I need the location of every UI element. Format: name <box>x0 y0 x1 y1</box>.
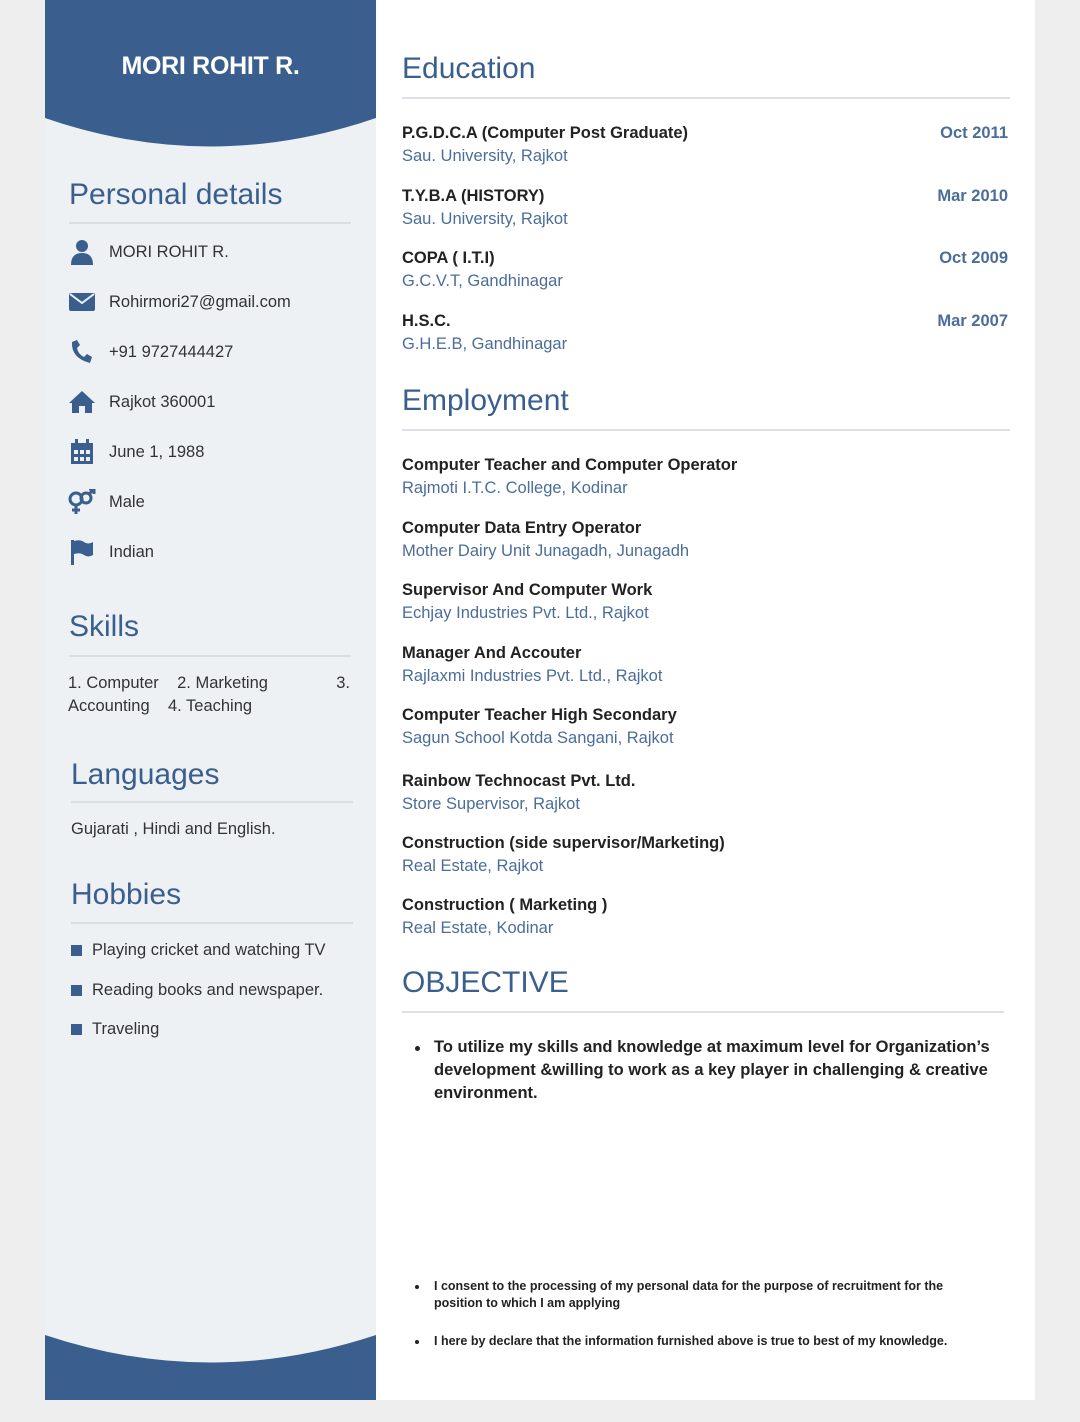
education-item-date: Oct 2009 <box>939 249 1008 267</box>
hobby-text: Reading books and newspaper. <box>92 981 324 999</box>
sidebar-footer <box>45 1330 376 1400</box>
education-item-date: Mar 2010 <box>937 187 1008 205</box>
header-name: MORI ROHIT R. <box>121 52 300 80</box>
person-icon <box>67 237 97 267</box>
employment-item-title: Computer Teacher and Computer Operator <box>402 456 738 474</box>
phone-icon <box>67 337 97 367</box>
hobby-item <box>71 941 326 960</box>
bullet-icon <box>415 1046 420 1051</box>
education-item-title: COPA ( I.T.I) <box>402 249 495 267</box>
education-item-institution: Sau. University, Rajkot <box>402 210 568 228</box>
divider <box>402 97 1010 99</box>
employment-item-company: Store Supervisor, Rajkot <box>402 795 580 813</box>
objective-text: To utilize my skills and knowledge at maximum level for Organization’s development &willing to work as a key player in challenging & creative environment. <box>434 1038 990 1102</box>
education-item-title: P.G.D.C.A (Computer Post Graduate) <box>402 124 689 142</box>
calendar-icon <box>67 437 97 467</box>
employment-item-title: Computer Data Entry Operator <box>402 519 642 537</box>
declaration-note: I here by declare that the information furnished above is true to best of my knowledge. <box>434 1334 948 1348</box>
employment-title: Employment <box>402 384 569 417</box>
education-item-title: H.S.C. <box>402 312 451 330</box>
education-item-institution: G.C.V.T, Gandhinagar <box>402 272 563 290</box>
consent-note: I consent to the processing of my personal data for the purpose of recruitment for the position to which I am applying <box>434 1279 944 1310</box>
personal-phone: +91 9727444427 <box>109 342 234 361</box>
flag-icon <box>67 537 97 567</box>
personal-dob-row <box>67 437 357 467</box>
divider <box>69 222 351 224</box>
divider <box>402 429 1010 431</box>
resume-page <box>45 0 1035 1400</box>
personal-email[interactable]: Rohirmori27@gmail.com <box>109 292 291 311</box>
personal-gender-row <box>67 487 357 517</box>
hobby-item <box>71 1020 159 1039</box>
education-title: Education <box>402 52 536 85</box>
bullet-icon <box>415 1340 419 1344</box>
hobby-text: Traveling <box>92 1020 160 1038</box>
personal-nationality-row <box>67 537 357 567</box>
divider <box>402 1011 1004 1013</box>
divider <box>71 801 353 803</box>
personal-name: MORI ROHIT R. <box>109 242 229 261</box>
education-item-date: Oct 2011 <box>940 124 1008 142</box>
employment-item-company: Rajlaxmi Industries Pvt. Ltd., Rajkot <box>402 667 663 685</box>
languages-title: Languages <box>71 758 220 791</box>
employment-item-title: Manager And Accouter <box>402 644 582 662</box>
hobby-text: Playing cricket and watching TV <box>92 941 326 959</box>
education-item-institution: G.H.E.B, Gandhinagar <box>402 335 568 353</box>
skills-line-1-end: 3. <box>336 674 350 692</box>
square-bullet-icon <box>71 945 82 956</box>
personal-details-title: Personal details <box>69 178 283 211</box>
skills-list <box>68 672 350 718</box>
personal-nationality: Indian <box>109 542 154 561</box>
employment-item-company: Echjay Industries Pvt. Ltd., Rajkot <box>402 604 649 622</box>
home-icon <box>67 387 97 417</box>
divider <box>71 922 353 924</box>
employment-item-company: Rajmoti I.T.C. College, Kodinar <box>402 479 628 497</box>
education-item-title: T.Y.B.A (HISTORY) <box>402 187 545 205</box>
sidebar <box>45 0 376 1400</box>
objective-title: OBJECTIVE <box>402 966 569 999</box>
personal-dob: June 1, 1988 <box>109 442 205 461</box>
personal-phone-row <box>67 337 357 367</box>
employment-item-company: Real Estate, Rajkot <box>402 857 544 875</box>
employment-item-title: Construction ( Marketing ) <box>402 896 608 914</box>
education-item-institution: Sau. University, Rajkot <box>402 147 568 165</box>
gender-icon <box>67 487 97 517</box>
personal-name-row <box>67 237 357 267</box>
divider <box>69 655 351 657</box>
hobbies-title: Hobbies <box>71 878 182 911</box>
employment-item-title: Rainbow Technocast Pvt. Ltd. <box>402 772 636 790</box>
personal-address-row <box>67 387 357 417</box>
employment-item-title: Construction (side supervisor/Marketing) <box>402 834 725 852</box>
square-bullet-icon <box>71 985 82 996</box>
employment-item-company: Real Estate, Kodinar <box>402 919 554 937</box>
envelope-icon <box>67 287 97 317</box>
sidebar-header <box>45 0 376 150</box>
employment-item-title: Supervisor And Computer Work <box>402 581 653 599</box>
employment-item-title: Computer Teacher High Secondary <box>402 706 677 724</box>
personal-address: Rajkot 360001 <box>109 392 216 411</box>
personal-email-row <box>67 287 357 317</box>
square-bullet-icon <box>71 1024 82 1035</box>
skills-title: Skills <box>69 610 140 643</box>
hobby-item <box>71 981 323 1000</box>
education-item-date: Mar 2007 <box>937 312 1008 330</box>
employment-item-company: Mother Dairy Unit Junagadh, Junagadh <box>402 542 690 560</box>
personal-gender: Male <box>109 492 145 511</box>
languages-text: Gujarati , Hindi and English. <box>71 820 276 838</box>
employment-item-company: Sagun School Kotda Sangani, Rajkot <box>402 729 674 747</box>
skills-line-2: Accounting 4. Teaching <box>68 697 253 715</box>
bullet-icon <box>415 1285 419 1289</box>
skills-line-1: 1. Computer 2. Marketing <box>68 674 268 692</box>
